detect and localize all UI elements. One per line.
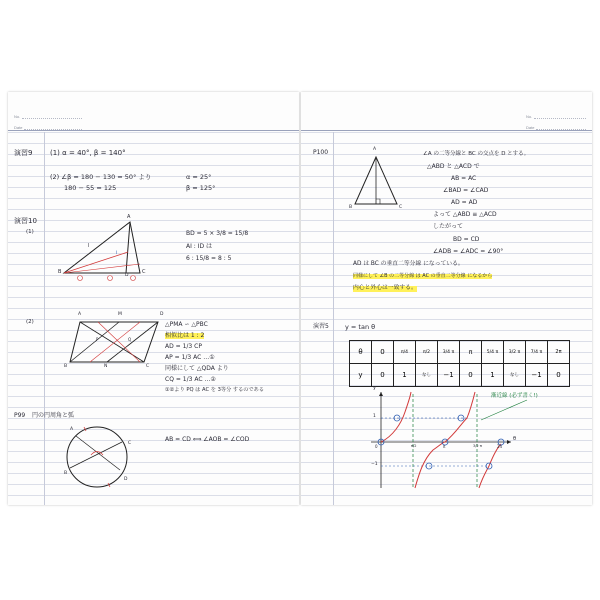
ex10-q6: CQ = 1/3 AC …② (165, 376, 216, 383)
right-page-header (301, 92, 592, 132)
tick-3pi-half: 3/2 π (473, 444, 482, 448)
no-label-right: No. (526, 114, 533, 119)
ex10-part1: (1) (26, 229, 34, 235)
p100-t7: したがって (433, 223, 464, 230)
isosceles-figure (351, 154, 401, 210)
table-cell: 7/4 π (526, 341, 548, 364)
ex9-line1: (1) α = 40°, β = 140° (50, 149, 126, 157)
ex9-label: 演習9 (14, 149, 33, 157)
p100-t11: 同様にして ∠B の二等分線 は AC の垂直二等分線 になるから (353, 273, 493, 279)
tick-pi-half: π/2 (411, 444, 417, 448)
p100-t1: ∠A の二等分線と BC の交点を D とする。 (423, 151, 530, 157)
p100-t10: AD は BC の垂直二等分線 になっている。 (353, 261, 464, 267)
iso-label-a: A (373, 147, 377, 152)
left-page (8, 92, 299, 505)
table-cell: 0 (372, 341, 394, 364)
tan-value-table (349, 340, 570, 387)
p100-t5: AD = AD (451, 199, 478, 206)
table-cell: y (350, 364, 372, 387)
left-page-header (8, 92, 299, 132)
no-line-right (534, 118, 586, 119)
ex10-q1: △PMA ∽ △PBC (165, 321, 208, 328)
ex10-eq3: 6 : 15/8 = 8 : 5 (186, 255, 232, 262)
date-label-right: Date (526, 125, 535, 130)
table-cell: 3/4 π (438, 341, 460, 364)
table-cell: 2π (548, 341, 570, 364)
pg-label-a: A (78, 312, 82, 317)
p99-equation: AB = CD ⟺ ∠AOB = ∠COD (165, 436, 250, 443)
tri-label-a: A (127, 214, 131, 220)
margin-line (44, 132, 45, 505)
pg-label-m: M (118, 312, 122, 317)
parallelogram-figure (68, 316, 163, 368)
tri-label-c: C (142, 269, 146, 275)
pg-label-b: B (64, 364, 68, 369)
tri-label-l: l (88, 243, 90, 249)
axis-theta-label: θ (513, 436, 517, 442)
table-cell: 0 (548, 364, 570, 387)
ex9-beta: β = 125° (186, 184, 216, 192)
table-cell: なし (504, 364, 526, 387)
p100-t8: BD = CD (453, 236, 480, 243)
circle-label-c: C (128, 441, 132, 446)
table-cell: π (460, 341, 482, 364)
asymptote-note: 漸近線 (必ず書く!) (491, 393, 538, 399)
pg-label-q: Q (128, 337, 132, 342)
table-cell: 1 (394, 364, 416, 387)
circle-label-a: A (70, 427, 74, 432)
table-cell: −1 (526, 364, 548, 387)
p100-label: P100 (313, 149, 329, 156)
tick-pi: π (443, 444, 446, 449)
p99-label: P99 (14, 412, 26, 419)
tri-label-i: I (116, 251, 118, 256)
p99-title: 円の円周角と弧 (32, 412, 75, 419)
p100-t9: ∠ADB = ∠ADC = ∠90° (433, 248, 504, 255)
table-row (350, 364, 570, 387)
p100-t6: よって △ABD ≡ △ACD (433, 211, 497, 218)
tick-2pi: 2π (497, 444, 502, 449)
pg-label-d: D (160, 312, 164, 317)
p100-t3: AB = AC (451, 175, 477, 182)
table-cell: 0 (460, 364, 482, 387)
ex10-q2: 相似比は 1 : 2 (165, 332, 205, 339)
margin-line-right (333, 132, 334, 505)
ex10-eq2: AI : ID は (186, 243, 213, 250)
table-cell: π/4 (394, 341, 416, 364)
ex10-label: 演習10 (14, 217, 37, 225)
tri-label-b: B (58, 269, 62, 275)
tick-minus-1: −1 (371, 462, 378, 467)
ex5-label: 演習5 (313, 323, 329, 330)
table-cell: なし (416, 364, 438, 387)
ex9-alpha: α = 25° (186, 173, 212, 181)
axis-y-label: y (373, 385, 376, 391)
ex5-equation: y = tan θ (345, 323, 376, 331)
iso-label-b: B (349, 205, 353, 210)
circle-figure (64, 424, 130, 490)
table-cell: π/2 (416, 341, 438, 364)
tan-table (349, 340, 570, 387)
ex10-eq1: BD = 5 × 3/8 = 15/8 (186, 230, 249, 237)
pg-label-p: P (96, 337, 99, 342)
tan-graph (361, 390, 521, 490)
circle-label-b: B (64, 471, 68, 476)
tick-1: 1 (373, 414, 376, 419)
header-rule (8, 130, 299, 131)
ex9-line3: 180 − 55 = 125 (64, 184, 117, 192)
header-rule-right (301, 130, 592, 131)
table-cell: 5/4 π (482, 341, 504, 364)
ex10-part2: (2) (26, 319, 34, 325)
table-cell: θ (350, 341, 372, 364)
p100-t4: ∠BAD = ∠CAD (443, 187, 489, 194)
triangle-figure (56, 216, 146, 288)
tri-label-d: D (125, 273, 129, 278)
no-label: No. (14, 114, 21, 119)
table-row (350, 341, 570, 364)
table-cell: 3/2 π (504, 341, 526, 364)
no-line (22, 118, 82, 119)
pg-label-n: N (104, 364, 108, 369)
ex9-line2: (2) ∠β = 180 − 130 = 50° より (50, 173, 152, 181)
p100-t12: 内心と外心は一致する。 (353, 285, 417, 291)
table-cell: 1 (482, 364, 504, 387)
date-label: Date (14, 125, 23, 130)
ex10-q3: AD = 1/3 CP (165, 343, 202, 350)
circle-label-d: D (124, 477, 128, 482)
iso-label-c: C (399, 205, 403, 210)
pg-label-c: C (146, 364, 150, 369)
table-cell: 0 (372, 364, 394, 387)
ex10-q7: ①②より PQ は AC を 3等分 するのである (165, 387, 265, 393)
table-cell: −1 (438, 364, 460, 387)
p100-t2: △ABD と △ACD で (427, 163, 480, 170)
ex10-q5: 同様にして △QDA より (165, 365, 229, 372)
right-page (301, 92, 592, 505)
tick-0: 0 (375, 444, 378, 449)
ex10-q4: AP = 1/3 AC …① (165, 354, 215, 361)
